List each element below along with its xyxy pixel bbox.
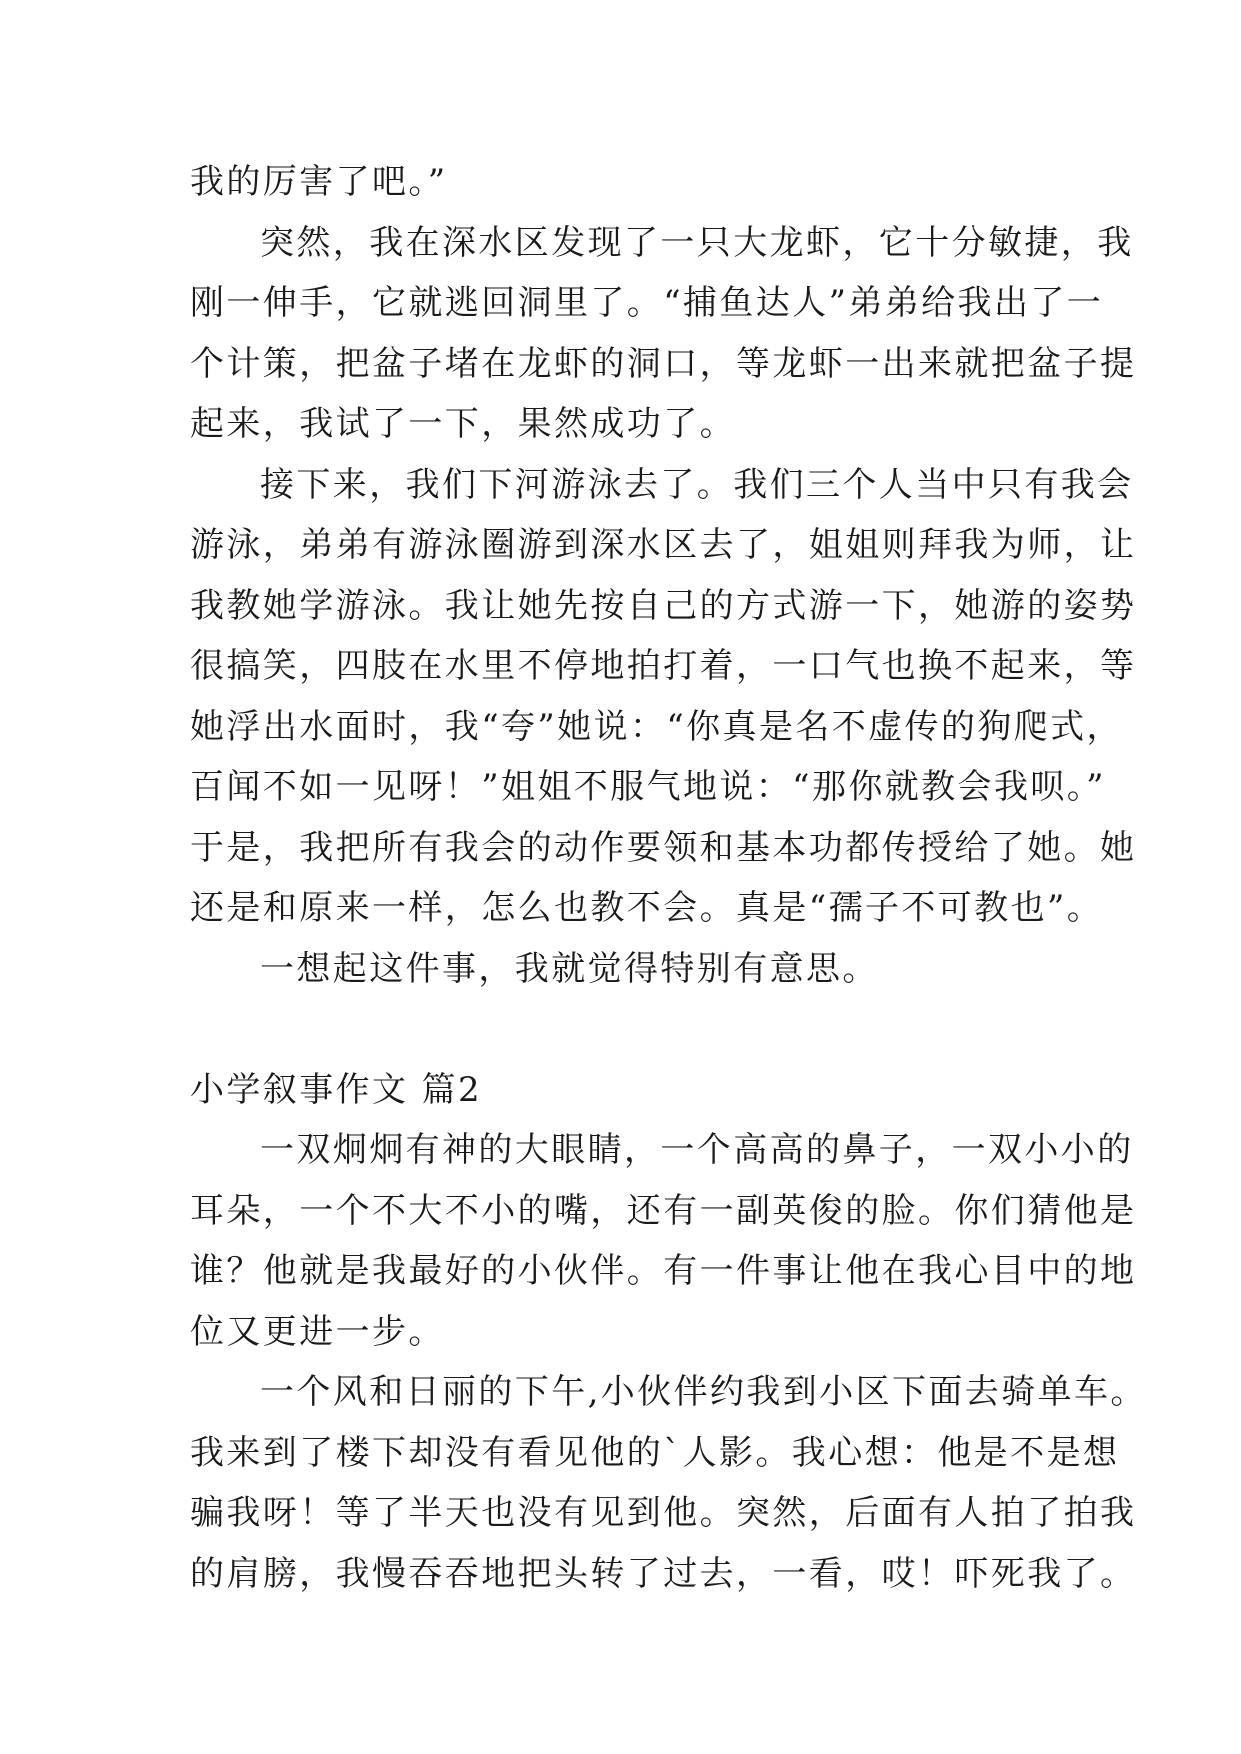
text-line: 游泳，弟弟有游泳圈游到深水区去了，姐姐则拜我为师，让 [190,525,1137,565]
text-line: 于是，我把所有我会的动作要领和基本功都传授给了她。她 [190,827,1137,868]
text-line: 耳朵，一个不大不小的嘴，还有一副英俊的脸。你们猜他是 [190,1190,1137,1231]
text-line: 我教她学游泳。我让她先按自己的方式游一下，她游的姿势 [190,585,1137,626]
text-line: 起来，我试了一下，果然成功了。 [190,404,736,444]
text-line: 她浮出水面时，我“夸”她说：“你真是名不虚传的狗爬式， [190,706,1123,747]
text-line: 我的厉害了吧。” [190,162,448,202]
text-line: 很搞笑，四肢在水里不停地拍打着，一口气也换不起来，等 [190,646,1137,686]
text-line: 个计策，把盆子堵在龙虾的洞口，等龙虾一出来就把盆子提 [190,343,1137,384]
text-line: 我来到了楼下却没有看见他的`人影。我心想：他是不是想 [190,1432,1120,1473]
text-line: 谁？他就是我最好的小伙伴。有一件事让他在我心目中的地 [190,1251,1137,1291]
text-line: 骗我呀！等了半天也没有见到他。突然，后面有人拍了拍我 [190,1493,1137,1533]
blank-line [190,999,1070,1060]
text-line: 位又更进一步。 [190,1311,445,1352]
document-body [190,152,1147,1604]
paragraph-start-line: 突然，我在深水区发现了一只大龙虾，它十分敏捷，我 [260,222,1134,263]
paragraph-start-line: 一双炯炯有神的大眼睛，一个高高的鼻子，一双小小的 [260,1130,1134,1170]
text-line: 的肩膀，我慢吞吞地把头转了过去，一看，哎！吓死我了。 [190,1553,1137,1594]
paragraph-start-line: 一想起这件事，我就觉得特别有意思。 [260,948,879,989]
text-line: 还是和原来一样，怎么也教不会。真是“孺子不可教也”。 [190,888,1104,928]
text-line: 百闻不如一见呀！”姐姐不服气地说：“那你就教会我呗。” [190,767,1106,807]
section-heading: 小学叙事作文 篇2 [190,1069,483,1110]
text-line: 刚一伸手，它就逃回洞里了。“捕鱼达人”弟弟给我出了一 [190,283,1104,323]
paragraph-start-line: 接下来，我们下河游泳去了。我们三个人当中只有我会 [260,464,1134,505]
paragraph-start-line: 一个风和日丽的下午,小伙伴约我到小区下面去骑单车。 [260,1372,1147,1412]
